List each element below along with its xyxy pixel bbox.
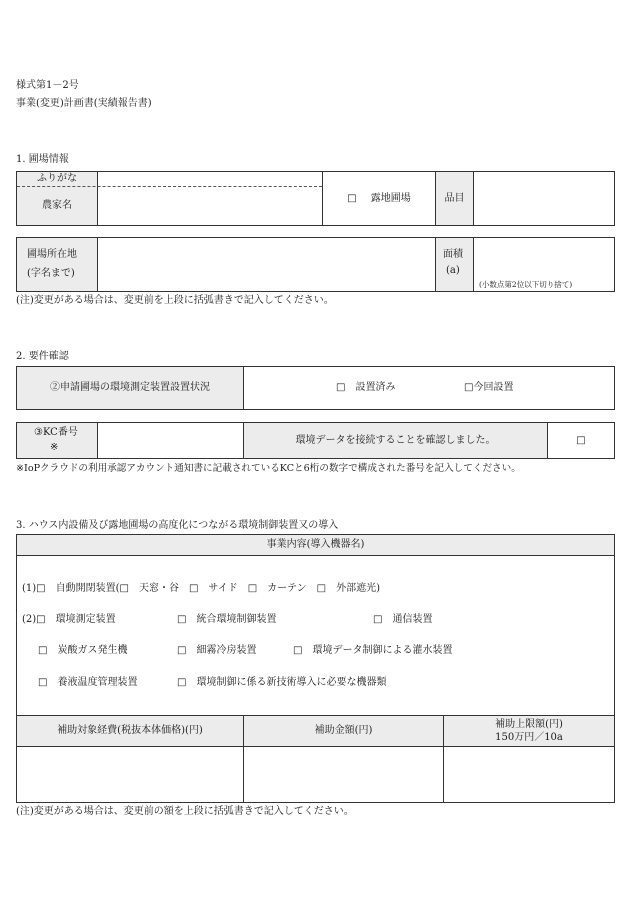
section3-note: (注)変更がある場合は、変更前の額を上段に括弧書きで記入してください。 xyxy=(16,806,354,817)
open-field-option xyxy=(323,172,435,225)
section1-note: (注)変更がある場合は、変更前を上段に括弧書きで記入してください。 xyxy=(16,295,334,306)
kc-asterisk: ※ xyxy=(50,442,59,453)
location-label-sub: (字名まで) xyxy=(27,268,75,279)
document-title: 事業(変更)計画書(実績報告書) xyxy=(16,98,152,109)
furigana-label: ふりがな xyxy=(37,173,77,185)
env-measure-device-option[interactable]: (2)□ 環境測定装置 xyxy=(22,614,116,625)
section1-heading: 1. 圃場情報 xyxy=(16,154,69,165)
section2-note: ※IoPクラウドの利用承認アカウント通知書に記載されているKCと6桁の数字で構成された番号を記入してください。 xyxy=(16,463,521,474)
co2-generator-option[interactable]: □ 炭酸ガス発生機 xyxy=(38,645,128,656)
form-number: 様式第1－2号 xyxy=(16,80,79,91)
area-note: (小数点第2位以下切り捨て) xyxy=(479,280,573,289)
subsidy-limit-rate: 150万円／10a xyxy=(495,732,563,743)
env-status-label: ②申請圃場の環境測定装置設置状況 xyxy=(50,382,210,394)
communication-device-option[interactable]: □ 通信装置 xyxy=(373,614,433,625)
data-connection-confirm-text: 環境データを接続することを確認しました。 xyxy=(295,434,496,446)
installed-option[interactable]: □ 設置済み xyxy=(336,382,396,393)
mist-cooling-option[interactable]: □ 細霧冷房装置 xyxy=(177,645,257,656)
location-input[interactable] xyxy=(98,238,435,291)
section2-heading: 2. 要件確認 xyxy=(16,351,69,362)
subsidy-amount-label: 補助金額(円) xyxy=(314,725,373,737)
furigana-input[interactable] xyxy=(98,172,322,186)
install-now-option[interactable]: □今回設置 xyxy=(464,382,514,393)
kc-number-input[interactable] xyxy=(98,423,243,458)
irrigation-control-option[interactable]: □ 環境データ制御による灌水装置 xyxy=(293,645,453,656)
area-label: 面積 xyxy=(443,249,463,260)
subsidy-limit-label: 補助上限額(円) xyxy=(495,718,563,730)
farmer-name-label: 農家名 xyxy=(42,200,72,212)
farmer-name-input[interactable] xyxy=(98,187,322,225)
section3-heading: 3. ハウス内設備及び露地圃場の高度化につながる環境制御装置又の導入 xyxy=(16,520,339,531)
item-input[interactable] xyxy=(474,172,614,225)
open-field-label: 露地圃場 xyxy=(370,192,411,204)
area-input[interactable] xyxy=(474,238,614,278)
item-label: 品目 xyxy=(444,192,465,204)
subsidy-limit-header xyxy=(444,716,614,746)
open-field-checkbox[interactable]: □ xyxy=(347,192,357,204)
subsidy-amount-input[interactable] xyxy=(244,747,443,802)
subsidy-limit-input[interactable] xyxy=(444,747,614,802)
new-tech-equipment-option[interactable]: □ 環境制御に係る新技術導入に必要な機器類 xyxy=(177,677,387,688)
area-unit: (a) xyxy=(446,265,460,276)
subsidy-cost-label: 補助対象経費(税抜本体価格)(円) xyxy=(57,725,203,737)
content-header: 事業内容(導入機器名) xyxy=(266,539,365,551)
nutrient-temp-option[interactable]: □ 養液温度管理装置 xyxy=(38,677,138,688)
kc-number-label: ③KC番号 xyxy=(34,427,78,438)
auto-open-close-row[interactable]: (1)□ 自動開閉装置(□ 天窓・谷 □ サイド □ カーテン □ 外部遮光) xyxy=(22,583,381,594)
location-label: 圃場所在地 xyxy=(27,249,77,260)
subsidy-cost-input[interactable] xyxy=(17,747,243,802)
integrated-control-option[interactable]: □ 統合環境制御装置 xyxy=(177,614,277,625)
data-connection-checkbox[interactable]: □ xyxy=(576,434,586,446)
